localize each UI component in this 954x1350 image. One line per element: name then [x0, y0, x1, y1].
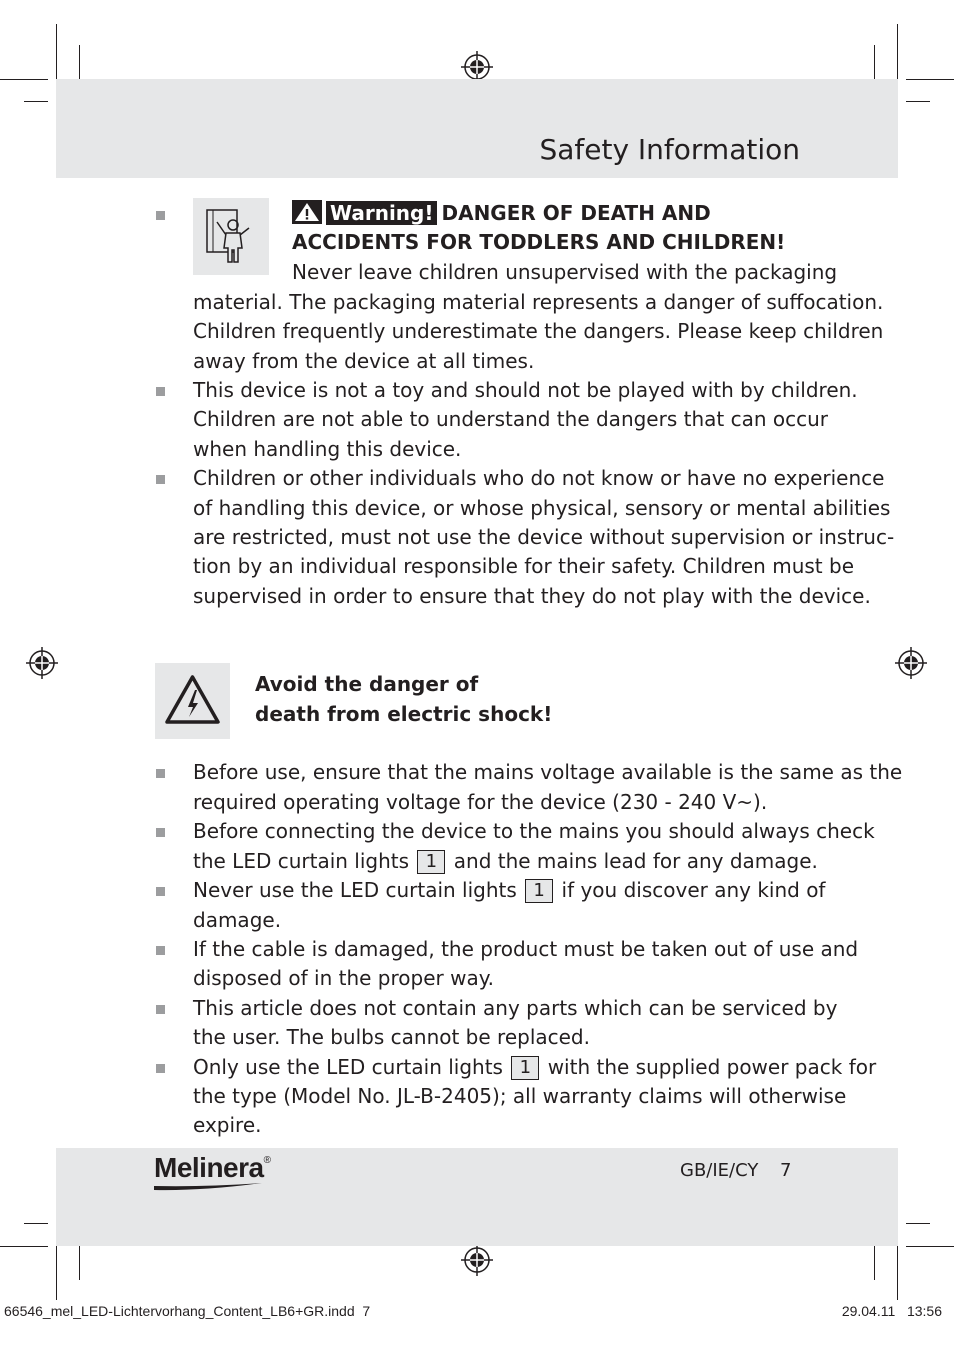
- crop-mark: [897, 1246, 898, 1300]
- text-segment: Only use the LED curtain lights: [193, 1055, 503, 1079]
- registration-mark-icon: [895, 647, 927, 679]
- brand-logo: [154, 1152, 270, 1184]
- paragraph-line: the user. The bulbs cannot be replaced.: [193, 1025, 590, 1049]
- crop-mark: [56, 1246, 57, 1300]
- paragraph-line: away from the device at all times.: [193, 349, 535, 373]
- logo-swoosh-icon: [154, 1182, 262, 1192]
- text-segment: if you discover any kind of: [561, 878, 826, 902]
- paragraph-line: This article does not contain any parts which can be serviced by: [193, 996, 838, 1020]
- crop-mark: [24, 101, 48, 102]
- slug-time: 13:56: [906, 1303, 942, 1319]
- paragraph-line: [193, 847, 818, 877]
- bullet-marker: [156, 828, 165, 837]
- bullet-marker: [156, 387, 165, 396]
- bullet-marker: [156, 946, 165, 955]
- section1-heading-line2: ACCIDENTS FOR TODDLERS AND CHILDREN!: [292, 230, 786, 254]
- child-warning-icon: [193, 198, 269, 275]
- crop-mark: [906, 79, 954, 80]
- paragraph-line: Before use, ensure that the mains voltage available is the same as the: [193, 760, 903, 784]
- crop-mark: [56, 24, 57, 79]
- bullet-marker: [156, 475, 165, 484]
- file-name: 66546_mel_LED-Lichtervorhang_Content_LB6+GR.indd: [4, 1303, 355, 1319]
- paragraph-line: Before connecting the device to the mains you should always check: [193, 819, 875, 843]
- paragraph-line: If the cable is damaged, the product must be taken out of use and: [193, 937, 859, 961]
- bullet-marker: [156, 887, 165, 896]
- bullet-marker: [156, 1005, 165, 1014]
- paragraph-line: Children are not able to understand the dangers that can occur: [193, 407, 828, 431]
- page-title: Safety Information: [539, 133, 800, 166]
- text-segment: with the supplied power pack for: [547, 1055, 877, 1079]
- paragraph-line: material. The packaging material represents a danger of suffocation.: [193, 290, 884, 314]
- paragraph-line: of handling this device, or whose physical, sensory or mental abilities: [193, 496, 891, 520]
- paragraph-line: Children or other individuals who do not know or have no experience: [193, 466, 885, 490]
- paragraph-line: expire.: [193, 1113, 262, 1137]
- paragraph-line: disposed of in the proper way.: [193, 966, 495, 990]
- paragraph-line: Children frequently underestimate the dangers. Please keep children: [193, 319, 884, 343]
- warning-triangle-icon: [292, 200, 322, 224]
- country-codes: GB/IE/CY: [680, 1160, 759, 1181]
- crop-mark: [906, 101, 930, 102]
- registration-mark-icon: [26, 647, 58, 679]
- registration-mark-icon: [461, 1244, 493, 1276]
- paragraph-line: tion by an individual responsible for their safety. Children must be: [193, 554, 854, 578]
- crop-mark: [0, 79, 48, 80]
- page-number: 7: [780, 1160, 792, 1181]
- part-reference-number: 1: [525, 879, 553, 903]
- slug-file-name: [4, 1303, 370, 1319]
- crop-mark: [906, 1246, 954, 1247]
- slug-timestamp: [842, 1303, 942, 1319]
- brand-name: Melinera: [154, 1152, 264, 1183]
- registered-mark: ®: [263, 1155, 271, 1166]
- bullet-marker: [156, 1064, 165, 1073]
- file-page: 7: [362, 1303, 371, 1319]
- crop-mark: [24, 1223, 48, 1224]
- warning-label: Warning!: [326, 201, 437, 225]
- crop-mark: [79, 45, 80, 79]
- crop-mark: [79, 1246, 80, 1280]
- paragraph-line: damage.: [193, 908, 282, 932]
- bullet-marker: [156, 769, 165, 778]
- bullet-marker: [156, 211, 165, 220]
- paragraph-line: [193, 876, 825, 906]
- paragraph-line: Never leave children unsupervised with the packaging: [292, 260, 838, 284]
- paragraph-line: [193, 1053, 876, 1083]
- electric-shock-icon: [155, 663, 230, 739]
- text-segment: the LED curtain lights: [193, 849, 410, 873]
- paragraph-line: when handling this device.: [193, 437, 462, 461]
- part-reference-number: 1: [511, 1056, 539, 1080]
- part-reference-number: 1: [417, 850, 445, 874]
- paragraph-line: This device is not a toy and should not be played with by children.: [193, 378, 858, 402]
- crop-mark: [0, 1246, 48, 1247]
- crop-mark: [874, 45, 875, 79]
- paragraph-line: are restricted, must not use the device without supervision or instruc-: [193, 525, 895, 549]
- crop-mark: [897, 24, 898, 79]
- text-segment: and the mains lead for any damage.: [453, 849, 818, 873]
- paragraph-line: supervised in order to ensure that they do not play with the device.: [193, 584, 871, 608]
- section2-heading-line2: death from electric shock!: [255, 702, 553, 726]
- paragraph-line: the type (Model No. JL-B-2405); all warranty claims will otherwise: [193, 1084, 847, 1108]
- slug-date: 29.04.11: [841, 1303, 896, 1319]
- text-segment: Never use the LED curtain lights: [193, 878, 517, 902]
- section1-heading-line1: [292, 199, 711, 229]
- heading-text: DANGER OF DEATH AND: [441, 201, 711, 225]
- crop-mark: [906, 1223, 930, 1224]
- crop-mark: [874, 1246, 875, 1280]
- section2-heading-line1: Avoid the danger of: [255, 672, 479, 696]
- paragraph-line: required operating voltage for the device (230 - 240 V~).: [193, 790, 768, 814]
